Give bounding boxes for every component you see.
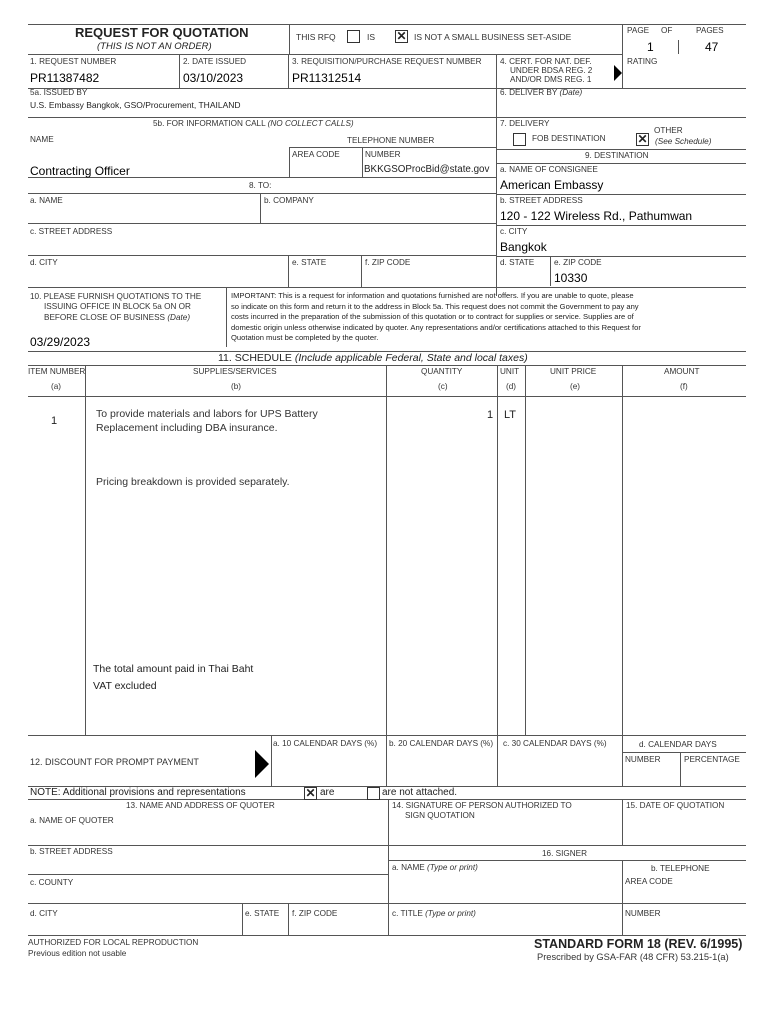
col-quantity: QUANTITY xyxy=(421,367,463,376)
other-checkbox[interactable] xyxy=(636,133,649,146)
discount-arrow-icon xyxy=(255,750,269,778)
item-description-line2: Replacement including DBA insurance. xyxy=(96,422,278,434)
cert-line2: UNDER BDSA REG. 2 xyxy=(510,66,593,75)
form-subtitle: (THIS IS NOT AN ORDER) xyxy=(97,41,212,52)
consignee-label: a. NAME OF CONSIGNEE xyxy=(500,165,598,174)
authorized-reproduction: AUTHORIZED FOR LOCAL REPRODUCTION xyxy=(28,938,199,947)
total-note-line2: VAT excluded xyxy=(93,680,157,692)
page-label: PAGE xyxy=(627,26,650,35)
are-not-checkbox[interactable] xyxy=(367,787,380,800)
furnish-line3: BEFORE CLOSE OF BUSINESS (Date) xyxy=(44,313,191,322)
col-amount: AMOUNT xyxy=(664,367,700,376)
other-check-mark: ✕ xyxy=(637,132,648,146)
pages-value: 47 xyxy=(705,40,719,54)
date-issued-label: 2. DATE ISSUED xyxy=(183,57,247,66)
col-unit-price: UNIT PRICE xyxy=(550,367,597,376)
furnish-line2: ISSUING OFFICE IN BLOCK 5a ON OR xyxy=(44,302,191,311)
date-of-quotation-label: 15. DATE OF QUOTATION xyxy=(626,801,725,810)
col-supplies-code: (b) xyxy=(231,382,242,391)
col-item-number: ITEM NUMBER xyxy=(28,367,86,376)
cert-arrow-icon xyxy=(614,65,622,81)
to-state-label: e. STATE xyxy=(292,258,327,267)
destination-label: 9. DESTINATION xyxy=(585,151,649,160)
signature-label-line1: 14. SIGNATURE OF PERSON AUTHORIZED TO xyxy=(392,801,572,810)
important-line: so indicate on this form and return it to the address in Block 5a. This request does not commit the Government to pay any xyxy=(231,301,639,311)
signer-label: 16. SIGNER xyxy=(542,849,588,858)
signer-area-code-label: AREA CODE xyxy=(625,877,673,886)
discount-label: 12. DISCOUNT FOR PROMPT PAYMENT xyxy=(30,757,199,767)
item-description-line1: To provide materials and labors for UPS Battery xyxy=(96,408,318,420)
requisition-value: PR11312514 xyxy=(292,71,362,85)
page-value: 1 xyxy=(647,40,654,54)
contact-email-value[interactable]: BKKGSOProcBid@state.gov xyxy=(364,164,490,175)
quoter-name-label: a. NAME OF QUOTER xyxy=(30,816,114,825)
discount-calendar-days: d. CALENDAR DAYS xyxy=(639,740,717,749)
dest-city-label: c. CITY xyxy=(500,227,528,236)
pages-label: PAGES xyxy=(696,26,724,35)
is-label: IS xyxy=(367,32,376,42)
request-number-value: PR11387482 xyxy=(30,71,100,85)
signer-telephone-label: b. TELEPHONE xyxy=(651,864,710,873)
form-title: REQUEST FOR QUOTATION xyxy=(75,25,249,40)
is-not-check-mark: ✕ xyxy=(396,29,407,43)
item-unit-value: LT xyxy=(504,409,517,421)
previous-edition: Previous edition not usable xyxy=(28,949,127,958)
col-unit-price-code: (e) xyxy=(570,382,581,391)
item-quantity-value: 1 xyxy=(487,409,494,421)
cert-line3: AND/OR DMS REG. 1 xyxy=(510,75,592,84)
consignee-value: American Embassy xyxy=(500,178,604,192)
are-label: are xyxy=(320,787,335,798)
col-amount-code: (f) xyxy=(680,382,688,391)
to-street-label: c. STREET ADDRESS xyxy=(30,227,113,236)
item-number-value: 1 xyxy=(51,415,58,427)
dest-state-label: d. STATE xyxy=(500,258,535,267)
discount-20-days: b. 20 CALENDAR DAYS (%) xyxy=(389,739,494,748)
deliver-by-label: 6. DELIVER BY (Date) xyxy=(500,88,583,97)
signer-number-label: NUMBER xyxy=(625,909,661,918)
quote-due-date: 03/29/2023 xyxy=(30,335,91,349)
important-line: domestic origin unless otherwise indicated by quoter. Any representations and/or certifications attached to this Request for xyxy=(231,322,641,332)
delivery-label: 7. DELIVERY xyxy=(500,119,550,128)
dest-street-label: b. STREET ADDRESS xyxy=(500,196,583,205)
rating-label: RATING xyxy=(627,57,658,66)
quoter-street-label: b. STREET ADDRESS xyxy=(30,847,113,856)
total-note-line1: The total amount paid in Thai Baht xyxy=(93,663,254,675)
quoter-zip-label: f. ZIP CODE xyxy=(292,909,338,918)
dest-city-value: Bangkok xyxy=(500,240,547,254)
discount-percentage: PERCENTAGE xyxy=(684,755,740,764)
see-schedule-label: (See Schedule) xyxy=(655,137,712,146)
cert-line1: 4. CERT. FOR NAT. DEF. xyxy=(500,57,592,66)
are-checkbox[interactable] xyxy=(304,787,317,800)
col-unit: UNIT xyxy=(500,367,520,376)
quoter-header: 13. NAME AND ADDRESS OF QUOTER xyxy=(126,801,275,810)
discount-30-days: c. 30 CALENDAR DAYS (%) xyxy=(503,739,607,748)
signer-name-label: a. NAME (Type or print) xyxy=(392,863,478,872)
dest-street-value: 120 - 122 Wireless Rd., Pathumwan xyxy=(500,209,693,223)
form-number: STANDARD FORM 18 (REV. 6/1995) xyxy=(534,937,743,951)
quoter-city-label: d. CITY xyxy=(30,909,58,918)
telephone-label: TELEPHONE NUMBER xyxy=(347,136,435,145)
col-unit-code: (d) xyxy=(506,382,517,391)
discount-number: NUMBER xyxy=(625,755,661,764)
signature-label-line2: SIGN QUOTATION xyxy=(405,811,475,820)
fob-checkbox[interactable] xyxy=(513,133,526,146)
quoter-state-label: e. STATE xyxy=(245,909,280,918)
is-checkbox[interactable] xyxy=(347,30,360,43)
is-not-checkbox[interactable] xyxy=(395,30,408,43)
signer-title-label: c. TITLE (Type or print) xyxy=(392,909,476,918)
col-supplies: SUPPLIES/SERVICES xyxy=(193,367,277,376)
important-line: Quotation must be completed by the quoter. xyxy=(231,333,379,342)
request-number-label: 1. REQUEST NUMBER xyxy=(30,57,117,66)
this-rfq-label: THIS RFQ xyxy=(296,32,336,42)
number-label: NUMBER xyxy=(365,150,401,159)
date-issued-value: 03/10/2023 xyxy=(183,71,244,85)
issued-by-value: U.S. Embassy Bangkok, GSO/Procurement, THAILAND xyxy=(30,100,241,110)
note-text: NOTE: Additional provisions and representations xyxy=(30,787,246,798)
fob-label: FOB DESTINATION xyxy=(532,134,606,143)
col-item-code: (a) xyxy=(51,382,62,391)
pricing-note: Pricing breakdown is provided separately. xyxy=(96,476,290,488)
requisition-label: 3. REQUISITION/PURCHASE REQUEST NUMBER xyxy=(292,57,482,66)
discount-10-days: a. 10 CALENDAR DAYS (%) xyxy=(273,739,378,748)
quoter-county-label: c. COUNTY xyxy=(30,878,74,887)
are-check-mark: ✕ xyxy=(305,786,316,800)
to-city-label: d. CITY xyxy=(30,258,58,267)
other-label: OTHER xyxy=(654,126,683,135)
dest-zip-label: e. ZIP CODE xyxy=(554,258,602,267)
schedule-title: 11. SCHEDULE (Include applicable Federal, State and local taxes) xyxy=(218,352,528,364)
col-quantity-code: (c) xyxy=(438,382,448,391)
info-call-label: 5b. FOR INFORMATION CALL (NO COLLECT CALLS) xyxy=(153,119,354,128)
to-zip-label: f. ZIP CODE xyxy=(365,258,411,267)
to-name-label: a. NAME xyxy=(30,196,63,205)
to-company-label: b. COMPANY xyxy=(264,196,314,205)
furnish-line1: 10. PLEASE FURNISH QUOTATIONS TO THE xyxy=(30,292,202,301)
name-label: NAME xyxy=(30,135,54,144)
is-not-sba-label: IS NOT A SMALL BUSINESS SET-ASIDE xyxy=(414,32,572,42)
dest-zip-value: 10330 xyxy=(554,271,588,285)
important-line: costs incurred in the preparation of the submission of this quotation or to contract for supplies or service. Supplies are of xyxy=(231,312,634,321)
to-label: 8. TO: xyxy=(249,181,272,190)
are-not-label: are not attached. xyxy=(382,787,458,798)
issued-by-label: 5a. ISSUED BY xyxy=(30,88,88,97)
contact-name-value: Contracting Officer xyxy=(30,164,130,178)
of-label: OF xyxy=(661,26,673,35)
prescribed-by: Prescribed by GSA-FAR (48 CFR) 53.215-1(a) xyxy=(537,952,729,962)
important-line: IMPORTANT: This is a request for information and quotations furnished are not offers. If you are unable to quote, please xyxy=(231,291,634,300)
area-code-label: AREA CODE xyxy=(292,150,340,159)
